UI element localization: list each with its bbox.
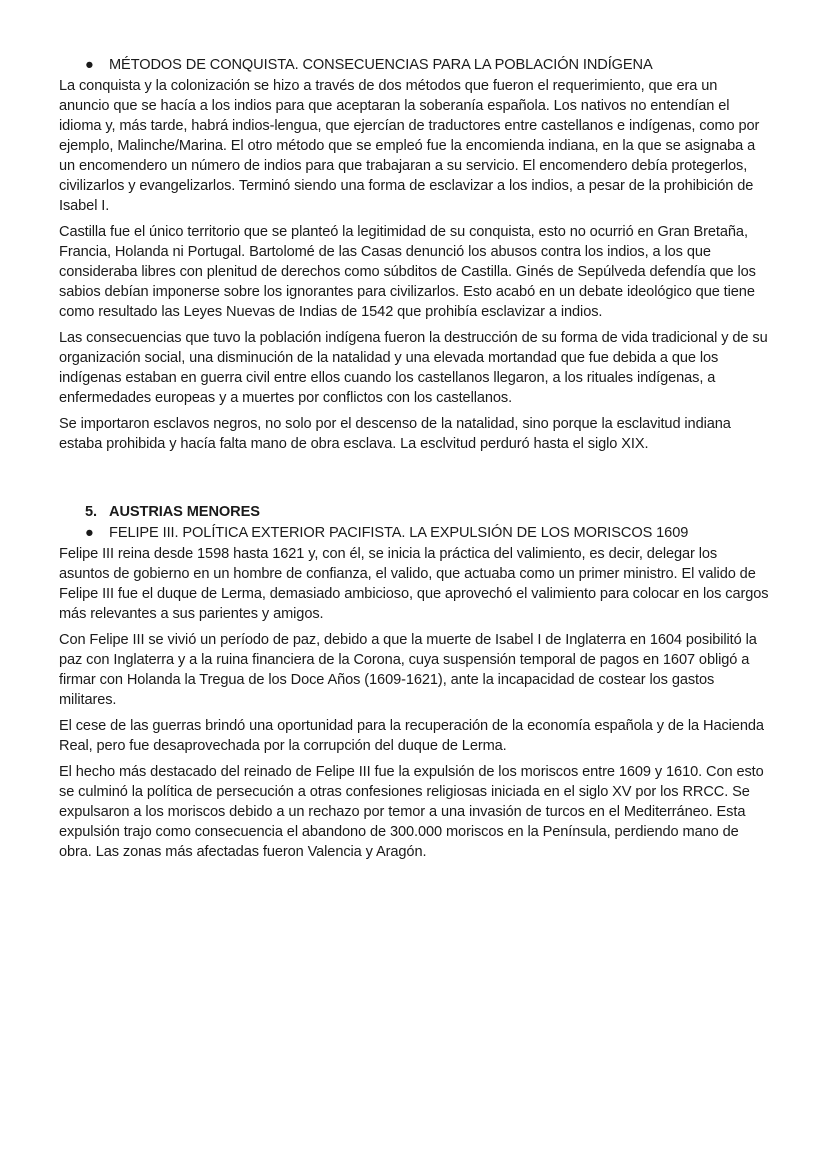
paragraph-consecuencias-poblacion: Las consecuencias que tuvo la población indígena fueron la destrucción de su forma de vida tradicional y de su organización social, una disminución de la natalidad y una elevada mortandad que fue debida a que los indígenas estaban en guerra civil entre ellos cuando los castellanos llegaron, a los rituales indígenas, a enfermedades europeas y a muertes por conflictos con los castellanos. — [59, 330, 768, 406]
section-title: AUSTRIAS MENORES — [109, 504, 260, 520]
paragraph-periodo-paz: Con Felipe III se vivió un período de paz, debido a que la muerte de Isabel I de Inglaterra en 1604 posibilitó la paz con Inglaterra y a la ruina financiera de la Corona, cuya suspensión temporal de pagos en 1607 obligó a firmar con Holanda la Tregua de los Doce Años (1609-1621), ante la incapacidad de costear los gastos militares. — [59, 632, 757, 708]
document-page — [59, 54, 771, 868]
paragraph-cese-guerras: El cese de las guerras brindó una oportunidad para la recuperación de la economía española y de la Hacienda Real, pero fue desaprovechada por la corrupción del duque de Lerma. — [59, 718, 764, 754]
section-number: 5. — [85, 504, 97, 520]
paragraph-requerimiento-encomienda: La conquista y la colonización se hizo a través de dos métodos que fueron el requerimiento, que era un anuncio que se hacía a los indios para que aceptaran la soberanía española. Los nativos no entendían el idioma y, más tarde, habrá indios-lengua, que ejercían de traductores entre castellanos e indígenas, como por ejemplo, Malinche/Marina. El otro método que se empleó fue la encomienda indiana, en la que se asignaba a un encomendero un número de indios para que trabajaran a su servicio. El encomendero debía protegerlos, civilizarlos y evangelizarlos. Terminó siendo una forma de esclavizar a los indios, a pesar de la prohibición de Isabel I. — [59, 78, 760, 214]
bullet-icon: ● — [85, 57, 94, 73]
paragraph-esclavos-negros: Se importaron esclavos negros, no solo por el descenso de la natalidad, sino porque la esclavitud indiana estaba prohibida y hacía falta mano de obra esclava. La esclvitud perduró hasta el siglo XIX. — [59, 416, 731, 452]
paragraph-expulsion-moriscos: El hecho más destacado del reinado de Felipe III fue la expulsión de los moriscos entre 1609 y 1610. Con esto se culminó la política de persecución a otras confesiones religiosas iniciada en el siglo XV por los RRCC. Se expulsaron a los moriscos debido a un rechazo por temor a una invasión de turcos en el Mediterráneo. Esta expulsión trajo como consecuencia el abandono de 300.000 moriscos en la Península, perdiendo mano de obra. Las zonas más afectadas fueron Valencia y Aragón. — [59, 764, 764, 860]
section-spacer — [59, 460, 771, 502]
bullet-icon: ● — [85, 525, 94, 541]
subheading-text: FELIPE III. POLÍTICA EXTERIOR PACIFISTA. LA EXPULSIÓN DE LOS MORISCOS 1609 — [109, 525, 689, 541]
heading-text: MÉTODOS DE CONQUISTA. CONSECUENCIAS PARA LA POBLACIÓN INDÍGENA — [109, 57, 653, 73]
section-heading-metodos-conquista — [59, 54, 771, 76]
paragraph-legitimidad-conquista: Castilla fue el único territorio que se planteó la legitimidad de su conquista, esto no ocurrió en Gran Bretaña, Francia, Holanda ni Portugal. Bartolomé de las Casas denunció los abusos contra los indios, a los que consideraba libres con plenitud de derechos como súbditos de Castilla. Ginés de Sepúlveda defendía que los sabios debían imponerse sobre los ignorantes para civilizarlos. Esto acabó en un debate ideológico que tiene como resultado las Leyes Nuevas de Indias de 1542 que prohibía esclavizar a indios. — [59, 224, 756, 320]
subheading-felipe-iii — [59, 522, 771, 544]
paragraph-valimiento: Felipe III reina desde 1598 hasta 1621 y, con él, se inicia la práctica del valimiento, es decir, delegar los asuntos de gobierno en un hombre de confianza, el valido, que actuaba como un primer ministro. El valido de Felipe III fue el duque de Lerma, demasiado ambicioso, que aprovechó el valimiento para colocar en los cargos más relevantes a sus parientes y amigos. — [59, 546, 769, 622]
section-heading-austrias-menores — [59, 502, 771, 522]
